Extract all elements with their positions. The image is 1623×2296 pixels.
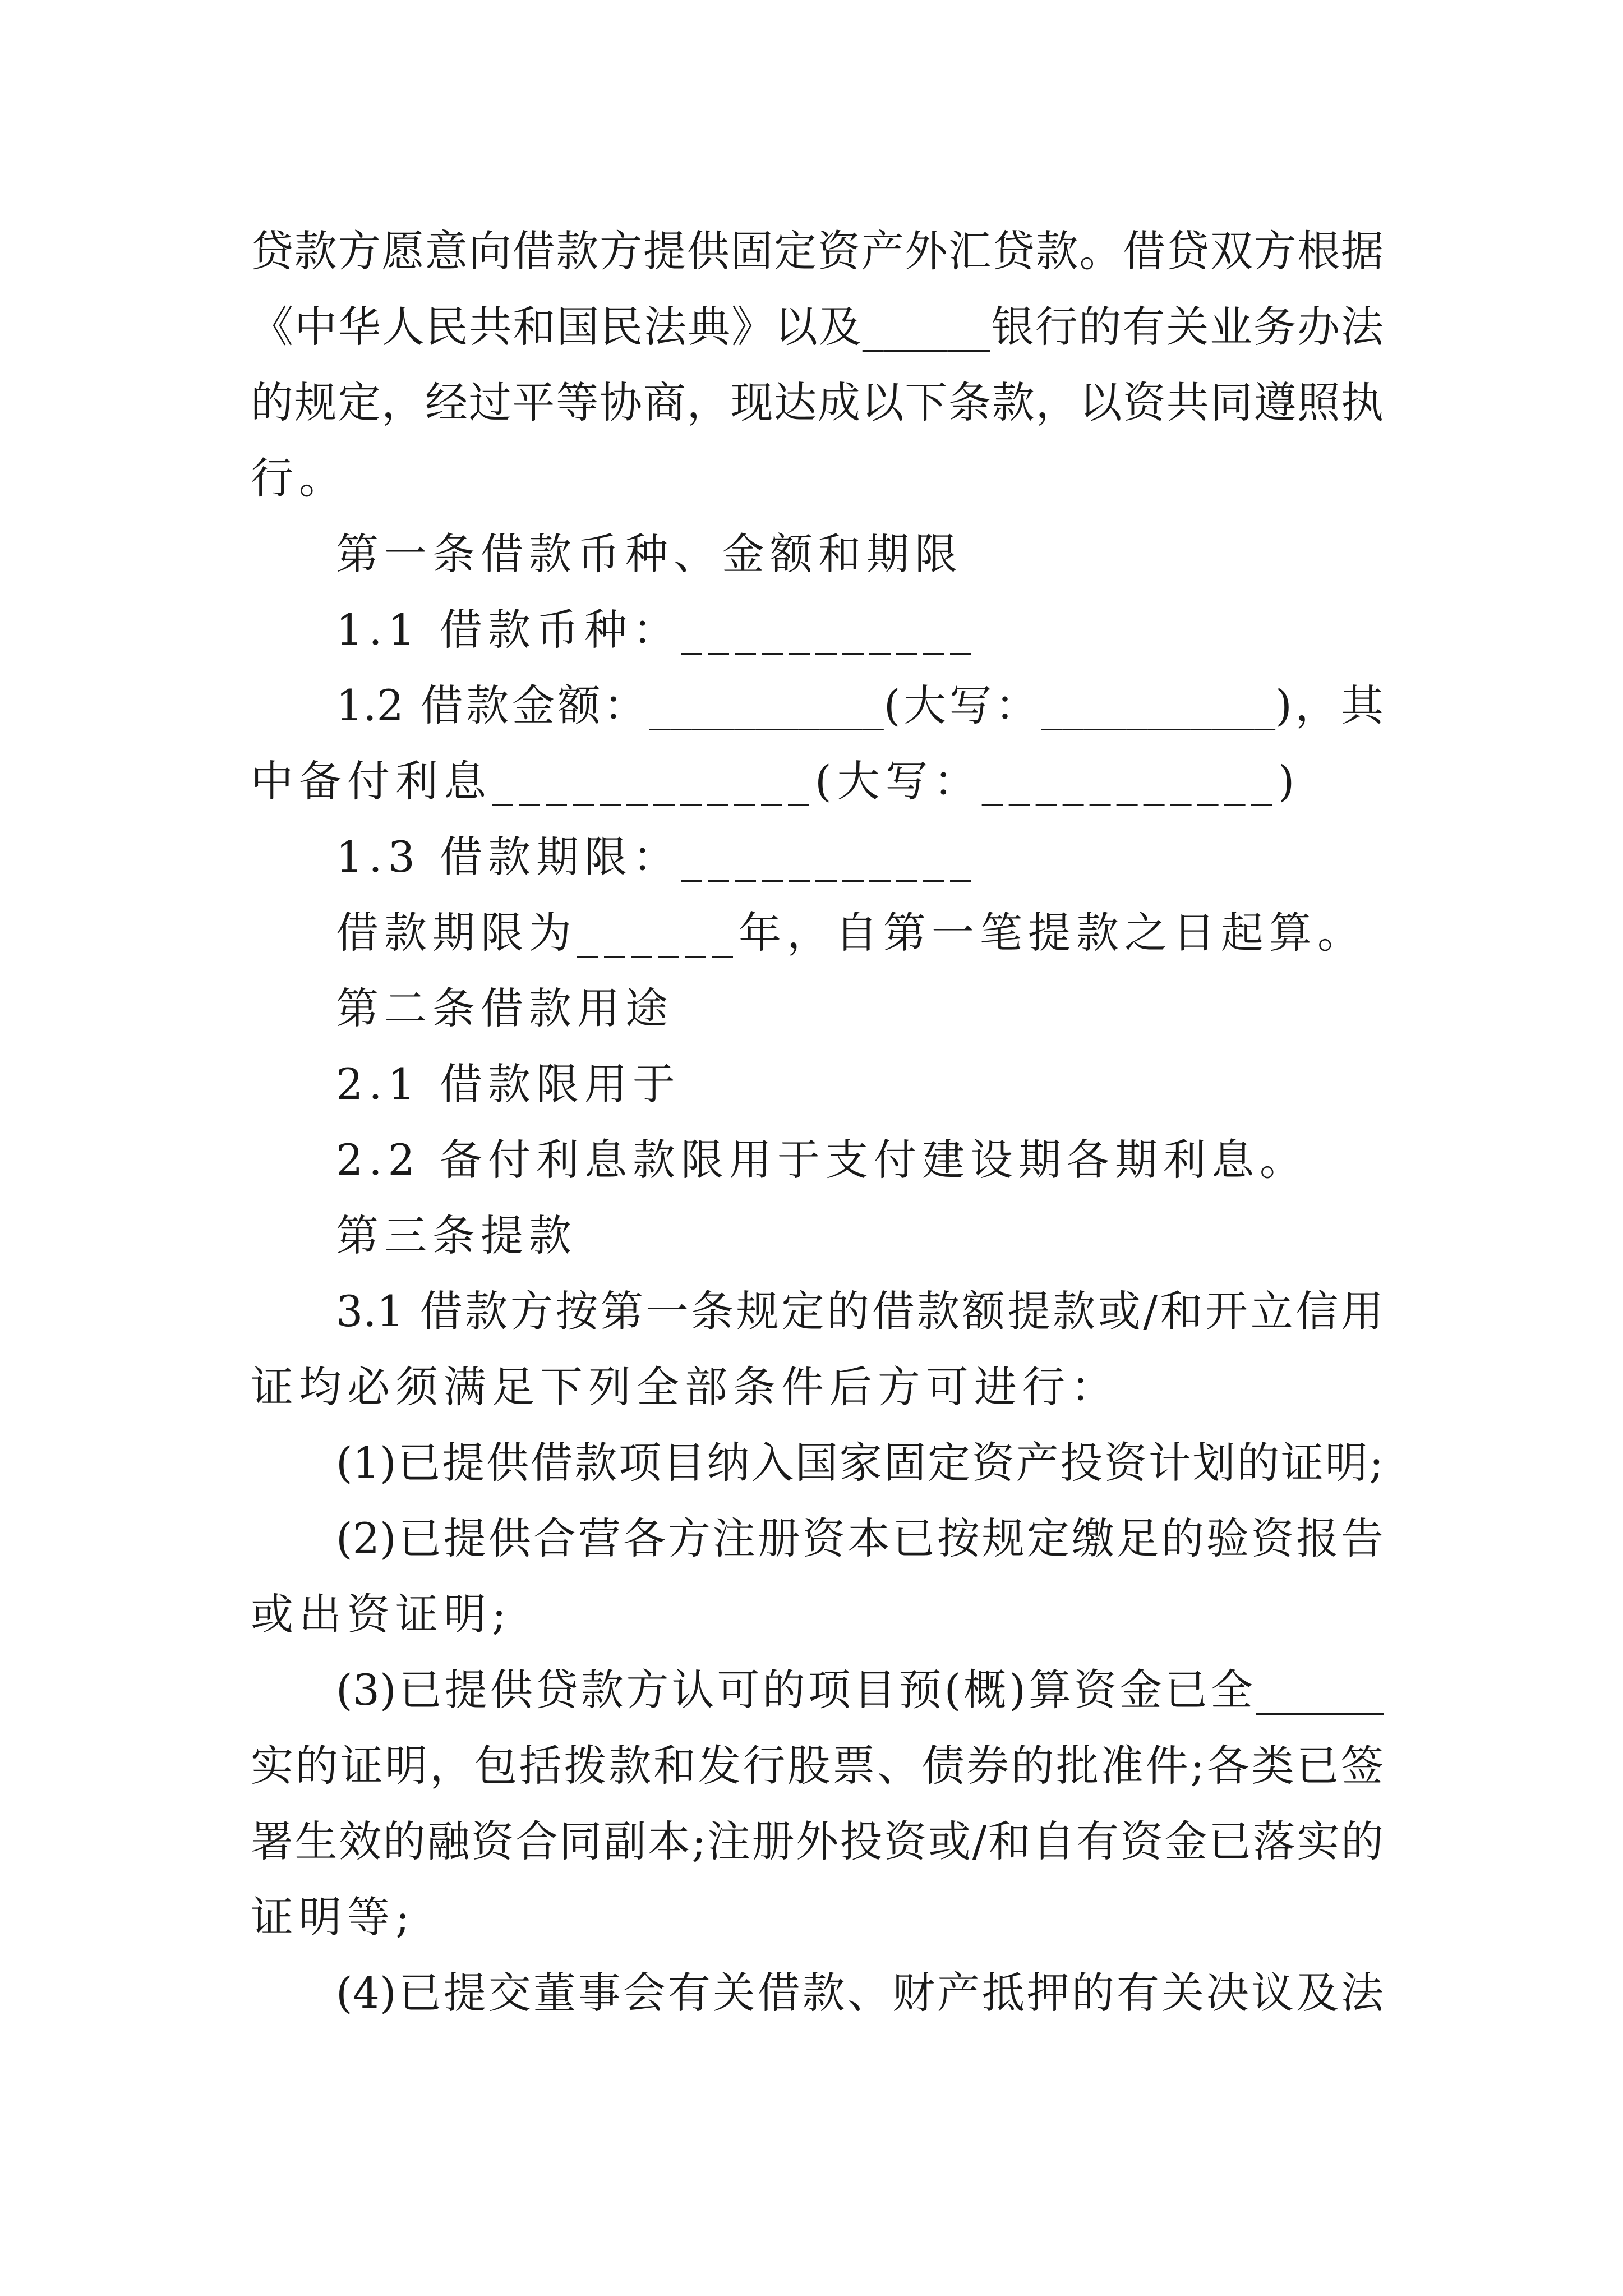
list-item: 署生效的融资合同副本;注册外投资或/和自有资金已落实的 [251,1816,1384,1866]
document-body [251,213,1384,2031]
paragraph-line: 《中华人民共和国民法典》以及______银行的有关业务办法 [251,302,1384,352]
list-item: 或出资证明; [251,1589,512,1639]
clause-line: 2.1 借款限用于 [336,1059,681,1109]
clause-line: 2.2 备付利息款限用于支付建设期各期利息。 [336,1135,1308,1185]
section-heading: 第一条借款币种、金额和期限 [336,529,963,579]
clause-line: 1.2 借款金额：___________(大写：___________)，其 [336,680,1384,730]
list-item: 实的证明，包括拨款和发行股票、债券的批准件;各类已签 [251,1741,1384,1791]
clause-line: 证均必须满足下列全部条件后方可进行： [251,1362,1119,1412]
paragraph-line: 贷款方愿意向借款方提供固定资产外汇贷款。借贷双方根据 [251,226,1384,276]
clause-line: 3.1 借款方按第一条规定的借款额提款或/和开立信用 [336,1286,1384,1336]
list-item: (2)已提供合营各方注册资本已按规定缴足的验资报告 [336,1513,1384,1563]
paragraph-line: 行。 [251,453,347,503]
clause-line: 借款期限为______年，自第一笔提款之日起算。 [336,908,1366,958]
list-item: (3)已提供贷款方认可的项目预(概)算资金已全______ [336,1665,1384,1715]
clause-line: 1.3 借款期限：___________ [336,832,978,882]
clause-line: 1.1 借款币种：___________ [336,605,978,655]
section-heading: 第二条借款用途 [336,983,674,1033]
section-heading: 第三条提款 [336,1211,577,1260]
clause-line: 中备付利息____________(大写：___________) [251,756,1301,806]
paragraph-line: 的规定，经过平等协商，现达成以下条款，以资共同遵照执 [251,378,1384,427]
list-item: (1)已提供借款项目纳入国家固定资产投资计划的证明; [336,1438,1384,1488]
list-item: 证明等; [251,1892,416,1942]
list-item: (4)已提交董事会有关借款、财产抵押的有关决议及法 [336,1968,1384,2018]
